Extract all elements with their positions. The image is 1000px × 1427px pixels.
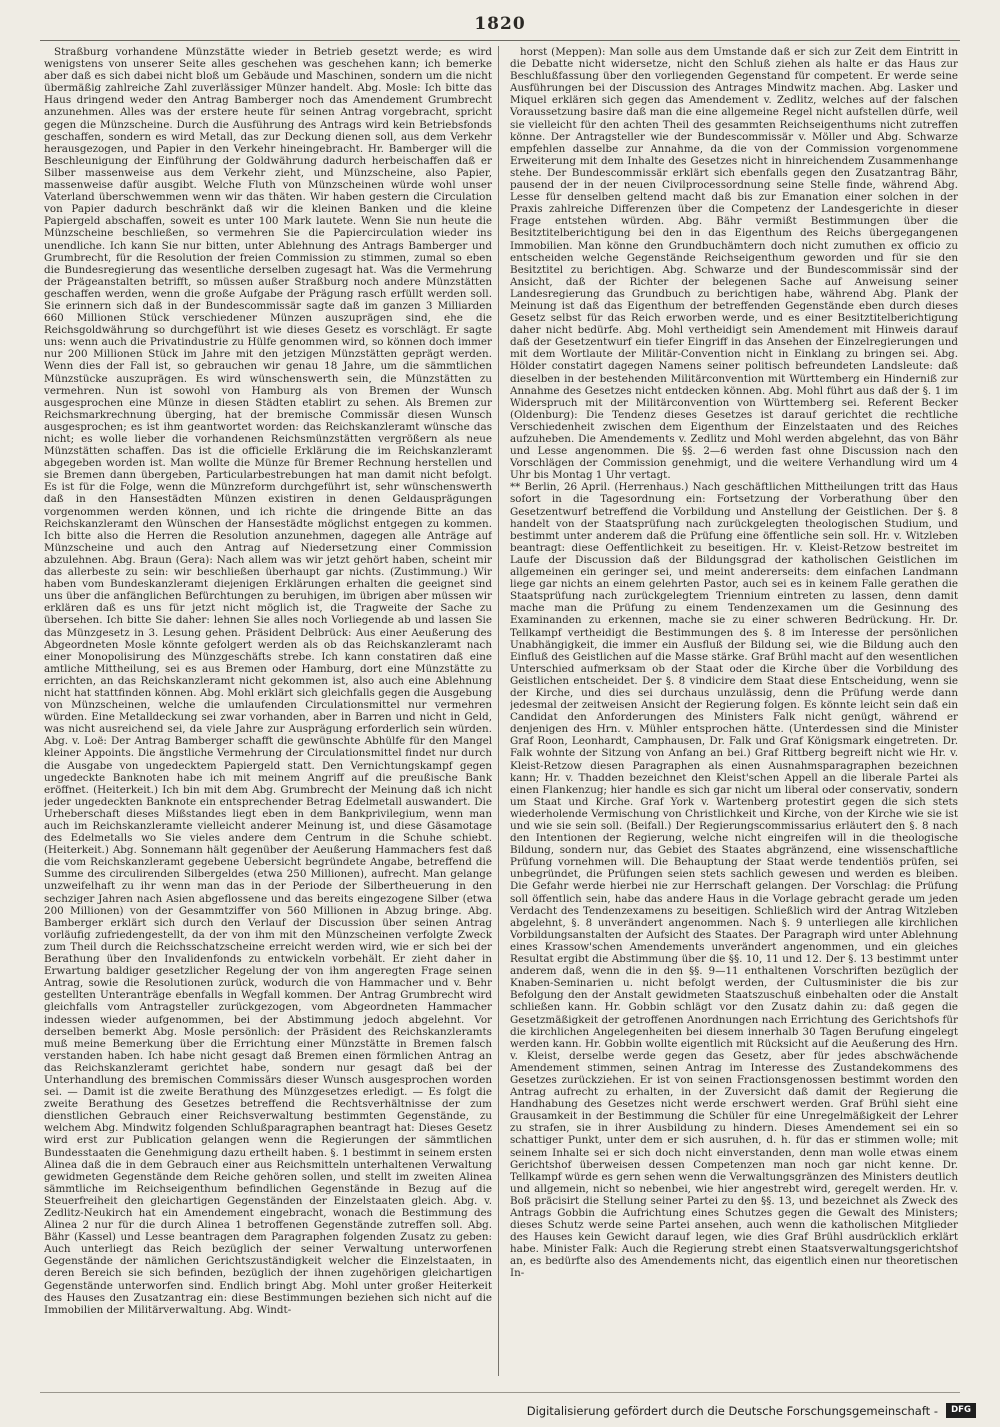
column-divider xyxy=(498,46,499,1376)
footer xyxy=(0,1392,1000,1427)
header-rule xyxy=(40,40,960,41)
footer-rule xyxy=(40,1392,960,1393)
column-right-text: horst (Meppen): Man solle aus dem Umstande daß er sich zur Zeit dem Eintritt in die Debatte nicht widersetze, nicht den Schluß ziehen als halte er das Haus zur Beschlußfassung über den vorliegenden Gegenstand für competent. Er werde seine Ausführungen bei der Discussion des Antrages Mindwitz machen. Abg. Lasker und Miquel erklären sich gegen das Amendement v. Zedlitz, welches auf der falschen Voraussetzung basire daß man die eine allgemeine Regel nicht aufstellen dürfe, weil sie vielleicht für den achten Theil des gesammten Reichseigenthums nicht zutreffen könne. Der Antragsteller wie der Bundescommissär v. Möller und Abg. Schwarze empfehlen dasselbe zur Annahme, da die von der Commission vorgenommene Erweiterung mit dem Inhalte des Gesetzes nicht in hinreichendem Zusammenhange stehe. Der Bundescommissär erklärt sich ebenfalls gegen den Zusatzantrag Bähr, pausend der in der neuen Civilprocessordnung seine Stelle finde, während Abg. Lesse für denselben geltend macht daß bis zur Emanation einer solchen in der Praxis zahlreiche Differenzen über die Competenz der Landesgerichte in dieser Frage entstehen würden. Abg. Bähr vermißt Bestimmungen über die Besitztitelberichtigung bei den in das Eigenthum des Reichs übergegangenen Immobilien. Man könne den Grundbuchämtern doch nicht zumuthen ex officio zu entscheiden welche Gegenstände Reichseigenthum geworden und für sie den Besitztitel zu berichtigen. Abg. Schwarze und der Bundescommissär sind der Ansicht, daß der Richter der belegenen Sache auf Anweisung seiner Landesregierung das Grundbuch zu berichtigen habe, während Abg. Plank der Meinung ist daß das Eigenthum der betreffenden Gegenstände eben durch dieses Gesetz selbst für das Reich erworben werde, und es einer Besitztitelberichtigung daher nicht bedürfe. Abg. Mohl vertheidigt sein Amendement mit Hinweis darauf daß der Gesetzentwurf ein tiefer Eingriff in das Ansehen der Einzelregierungen und mit dem Wortlaute der Militär-Convention nicht in Einklang zu bringen sei. Abg. Hölder constatirt dagegen Namens seiner politisch befreundeten Landsleute: daß dieselben in der bestehenden Militärconvention mit Württemberg ein Hinderniß zur Annahme des Gesetzes nicht entdecken können. Abg. Mohl führt aus daß der §. 1 im Widerspruch mit der Militärconvention von Württemberg sei. Referent Becker (Oldenburg): Die Tendenz dieses Gesetzes ist darauf gerichtet die rechtliche Verschiedenheit zwischen dem Eigenthum der Einzelstaaten und des Reiches aufzuheben. Die Amendements v. Zedlitz und Mohl werden abgelehnt, das von Bähr und Lesse angenommen. Die §§. 2—6 werden fast ohne Discussion nach den Vorschlägen der Commission genehmigt, und die weitere Verhandlung wird um 4 Uhr bis Montag 1 Uhr vertagt. ** Berlin, 26 April. (Herrenhaus.) Nach geschäftlichen Mittheilungen tritt das Haus sofort in die Tagesordnung ein: Fortsetzung der Vorberathung über den Gesetzentwurf betreffend die Vorbildung und Anstellung der Geistlichen. Der §. 8 handelt von der Staatsprüfung nach zurückgelegten theologischen Studium, und bestimmt unter anderem daß die Prüfung eine öffentliche sein soll. Hr. v. Witzleben beantragt: diese Oeffentlichkeit zu beseitigen. Hr. v. Kleist-Retzow bestreitet im Laufe der Discussion daß der Bildungsgrad der katholischen Geistlichen im allgemeinen ein geringer sei, und meint andererseits: dem einfachen Landmann liege gar nichts an einem gelehrten Pastor, auch sei es in keinem Falle gerathen die Staatsprüfung nach zurückgelegtem Triennium eintreten zu lassen, denn damit mache man die Prüfung zu einem Tendenzexamen um die Gesinnung des Examinanden zu erkennen, mache sie zu einer schweren Bedrückung. Hr. Dr. Tellkampf vertheidigt die Bestimmungen des §. 8 im Interesse der persönlichen Unabhängigkeit, die immer ein Ausfluß der Bildung sei, wie die Bildung auch den Einfluß des Geistlichen auf die Masse stärke. Graf Brühl macht auf den wesentlichen Unterschied aufmerksam ob der Staat oder die Kirche über die Vorbildung des Geistlichen entscheidet. Der §. 8 vindicire dem Staat diese Entscheidung, wenn sie der Kirche, und dies sei durchaus unzulässig, denn die Prüfung werde dann jedesmal der zeitweisen Ansicht der Regierung folgen. Es könnte leicht sein daß ein Candidat den Anforderungen des Ministers Falk nicht genügt, während er denjenigen des Hrn. v. Mühler entsprochen hätte. (Unterdessen sind die Minister Graf Roon, Leonhardt, Camphausen, Dr. Falk und Graf Königsmark eingetreten. Dr. Falk wohnte der Sitzung von Anfang an bei.) Graf Rittberg begreift nicht wie Hr. v. Kleist-Retzow diesen Paragraphen als einen Ausnahmsparagraphen bezeichnen kann; Hr. v. Thadden bezeichnet den Kleist'schen Appell an die liberale Partei als einen Flankenzug; hier handle es sich gar nicht um liberal oder conservativ, sondern um Staat und Kirche. Graf York v. Wartenberg protestirt gegen die sich stets wiederholende Vermischung von Christlichkeit und Kirche, von der Kirche wie sie ist und wie sie sein soll. (Beifall.) Der Regierungscommissarius erläutert den §. 8 nach den Intentionen der Regierung, welche nicht eingreifen will in die theologische Bildung, sondern nur, das Gebiet des Staates abgränzend, eine wissenschaftliche Prüfung vornehmen will. Die Behauptung der Staat werde tendentiös prüfen, sei unbegründet, die Prüfungen seien stets sachlich gewesen und werden es bleiben. Die Gefahr werde hierbei nie zur Herrschaft gelangen. Der Vorschlag: die Prüfung soll öffentlich sein, habe das andere Haus in die Vorlage gebracht gerade um jeden Verdacht des Tendenzexamens zu beseitigen. Schließlich wird der Antrag Witzleben abgelehnt, §. 8 unverändert angenommen. Nach §. 9 unterliegen alle kirchlichen Vorbildungsanstalten der Aufsicht des Staates. Der Paragraph wird unter Ablehnung eines Krassow'schen Amendements unverändert angenommen, und ein gleiches Resultat ergibt die Abstimmung über die §§. 10, 11 und 12. Der §. 13 bestimmt unter anderem daß, wenn die in den §§. 9—11 enthaltenen Vorschriften bezüglich der Knaben-Seminarien u. nicht befolgt werden, der Cultusminister die bis zur Befolgung den der Anstalt gewidmeten Staatszuschuß einbehalten oder die Anstalt schließen kann. Hr. Gobbin schlägt vor den Zusatz dahin zu: daß gegen die Gesetzmäßigkeit der getroffenen Anordnungen nach Errichtung des Gerichtshofs für die kirchlichen Angelegenheiten bei diesem innerhalb 30 Tagen Berufung eingelegt werden kann. Hr. Gobbin wollte eigentlich mit Rücksicht auf die Aeußerung des Hrn. v. Kleist, derselbe werde gegen das Gesetz, aber für jedes abschwächende Amendement stimmen, seinen Antrag im Interesse des Zustandekommens des Gesetzes zurückziehen. Er ist von seinen Fractionsgenossen bestimmt worden den Antrag aufrecht zu erhalten, in der Zuversicht daß damit der Regierung die Handhabung des Gesetzes nicht werde erschwert werden. Graf Brühl sieht eine Grausamkeit in der Bestimmung die Schüler für eine Unregelmäßigkeit der Lehrer zu strafen, sie in ihrer Ausbildung zu hindern. Dieses Amendement sei ein so schattiger Punkt, unter dem er sich ausruhen, d. h. für das er stimmen wolle; mit seinem Inhalte sei er sich doch nicht einverstanden, denn man wolle etwas einem Gerichtshof überweisen dessen Competenzen man noch gar nicht kenne. Dr. Tellkampf würde es gern sehen wenn die Verwaltungsgränzen des Ministers deutlich und allgemein, nicht so nebenbei, wie hier angestrebt wird, geregelt werden. Hr. v. Boß präcisirt die Stellung seiner Partei zu den §§. 13, und bezeichnet als Zweck des Antrags Gobbin die Aufrichtung eines Schutzes gegen die Gewalt des Ministers; dieses Schutz werde seine Partei ansehen, auch wenn die katholischen Mitglieder des Hauses kein Gewicht darauf legen, wie dies Graf Brühl ausdrücklich erklärt habe. Minister Falk: Auch die Regierung strebt einen Staatsverwaltungsgerichtshof an, es bedürfte also des Amendements nicht, das eigentlich einen nur theoretischen In- xyxy=(510,46,958,1280)
funding-note: Digitalisierung gefördert durch die Deutsche Forschungsgemeinschaft - xyxy=(526,1404,938,1418)
dfg-logo-icon: DFG xyxy=(946,1403,976,1418)
column-left-text: Straßburg vorhandene Münzstätte wieder in Betrieb gesetzt werde; es wird wenigstens von unserer Seite alles geschehen was geschehen kann; ich bemerke aber daß es sich dabei nicht bloß um Gebäude und Maschinen, sondern um die nicht übermäßig zahlreiche Zahl zuverlässiger Münzer handelt. Abg. Mosle: Ich bitte das Haus dringend weder den Antrag Bamberger noch das Amendement Grumbrecht anzunehmen. Alles was der erstere heute für seinen Antrag vorgebracht, spricht gegen die Münzscheine. Durch die Ausführung des Antrags wird kein Betriebsfonds geschaffen, sondern es wird Metall, das zur Deckung dienen soll, aus dem Verkehr herausgezogen, und Papier in den Verkehr hineingebracht. Hr. Bamberger will die Beschleunigung der Einführung der Goldwährung dadurch herbeischaffen daß er Silber massenweise aus dem Verkehr zieht, und Münzscheine, also Papier, massenweise dafür ausgibt. Welche Fluth von Münzscheinen würde wohl unser Vaterland überschwemmen wenn wir das thäten. Wir haben gestern die Circulation von Papier dadurch beschränkt daß wir die kleinen Banken und die kleine Papiergeld abschaffen, soweit es unter 100 Mark lautete. Wenn Sie nun heute die Münzscheine beschließen, so vermehren Sie die Papiercirculation wieder ins unendliche. Ich kann Sie nur bitten, unter Ablehnung des Antrags Bamberger und Grumbrecht, für die Resolution der freien Commission zu stimmen, zumal so eben die Bundesregierung das wesentliche derselben zugesagt hat. Was die Vermehrung der Prägeanstalten betrifft, so müssen außer Straßburg noch andere Münzstätten geschaffen werden, wenn die große Aufgabe der Prägung rasch erfüllt werden soll. Sie erinnern sich daß in der Bundescommissär sagte daß im ganzen 3 Milliarden 660 Millionen Stück verschiedener Münzen auszuprägen sind, ehe die Reichsgoldwährung so durchgeführt ist wie dieses Gesetz es vorschlägt. Er sagte uns: wenn auch die Privatindustrie zu Hülfe genommen wird, so können doch immer nur 200 Millionen Stück im Jahre mit den jetzigen Münzstätten geprägt werden. Wenn dies der Fall ist, so gebrauchen wir genau 18 Jahre, um die sämmtlichen Münzstücke auszuprägen. Es wird wünschenswerth sein, die Münzstätten zu vermehren. Nun ist sowohl von Hamburg als von Bremen der Wunsch ausgesprochen eine Münze in diesen Städten etablirt zu sehen. Als Bremen zur Reichsmarkrechnung überging, hat der bremische Commissär diesen Wunsch ausgesprochen; es ist ihm geantwortet worden: das Reichskanzleramt wünsche das nicht; es wolle lieber die vorhandenen Reichsmünzstätten vergrößern als neue Münzstätten schaffen. Das ist die officielle Erklärung die im Reichskanzleramt abgegeben worden ist. Man wollte die Münze für Bremer Rechnung herstellen und sie Bremen dann übergeben, Particularbestrebungen hat man damit nicht befolgt. Es ist für die Folge, wenn die Münzreform durchgeführt ist, sehr wünschenswerth daß in den Hansestädten Münzen existiren in denen Geldausprägungen vorgenommen werden können, und ich richte die dringende Bitte an das Reichskanzleramt den Wünschen der Hansestädte möglichst entgegen zu kommen. Ich bitte also die Herren die Resolution anzunehmen, dagegen alle Anträge auf Münzscheine und auch den Antrag auf Niedersetzung einer Commission abzulehnen. Abg. Braun (Gera): Nach allem was wir jetzt gehört haben, scheint mir das allerbeste zu sein: wir beschließen überhaupt gar nichts. (Zustimmung.) Wir haben vom Bundeskanzleramt diejenigen Erklärungen erhalten die geeignet sind uns über die anfänglichen Befürchtungen zu beruhigen, im übrigen aber müssen wir erklären daß es uns für jetzt nicht möglich ist, die Tragweite der Sache zu übersehen. Ich bitte Sie daher: lehnen Sie alles noch Vorliegende ab und lassen Sie das Münzgesetz in 3. Lesung gehen. Präsident Delbrück: Aus einer Aeußerung des Abgeordneten Mosle könnte gefolgert werden als ob das Reichskanzleramt nach einer Monopolisirung des Münzgeschäfts strebe. Ich kann constatiren daß eine amtliche Mittheilung, sei es aus Bremen oder Hamburg, dort eine Münzstätte zu errichten, an das Reichskanzleramt nicht gekommen ist, also auch eine Ablehnung nicht hat stattfinden können. Abg. Mohl erklärt sich gleichfalls gegen die Ausgebung von Münzscheinen, welche die umlaufenden Circulationsmittel nur vermehren würden. Eine Metalldeckung sei zwar vorhanden, aber in Barren und nicht in Geld, was nicht ausreichend sei, da viele Jahre zur Ausprägung erforderlich sein würden. Abg. v. Loë: Der Antrag Bamberger schafft die gewünschte Abhülfe für den Mangel kleiner Appoints. Die ängstliche Vermehrung der Circulationsmittel findet nur durch die Ausgabe von ungedecktem Papiergeld statt. Den Vernichtungskampf gegen ungedeckte Banknoten habe ich mit meinem Angriff auf die preußische Bank eröffnet. (Heiterkeit.) Ich bin mit dem Abg. Grumbrecht der Meinung daß ich nicht jeder ungedeckten Banknote ein entsprechender Betrag Edelmetall auswandert. Die Urheberschaft dieses Mißstandes liegt eben in dem Bankprivilegium, wenn man auch im Reichskanzleramte vielleicht anderer Meinung ist, und diese Gäsamotage des Edelmetalls wo Sie vieles andere dem Centrum in die Schuhe schiebt. (Heiterkeit.) Abg. Sonnemann hält gegenüber der Aeußerung Hammachers fest daß die vom Reichskanzleramt gegebene Uebersicht begründete Angabe, betreffend die Summe des circulirenden Silbergeldes (etwa 250 Millionen), aufrecht. Man gelange unzweifelhaft zu ihr wenn man das in der Periode der Silbertheuerung in den sechziger Jahren nach Asien abgeflossene und das bereits eingezogene Silber (etwa 200 Millionen) von der Gesammtziffer von 560 Millionen in Abzug bringe. Abg. Bamberger erklärt sich durch den Verlauf der Discussion über seinen Antrag vorläufig zufriedengestellt, da der von ihm mit den Münzscheinen verfolgte Zweck zum Theil durch die Reichsschatzscheine erreicht werden wird, wie er sich bei der Berathung über den Invalidenfonds zu entwickeln vorbehält. Er zieht daher in Erwartung baldiger gesetzlicher Regelung der von ihm angeregten Frage seinen Antrag, sowie die Resolutionen zurück, wodurch die von Hammacher und v. Behr gestellten Unteranträge ebenfalls in Wegfall kommen. Der Antrag Grumbrecht wird gleichfalls vom Antragsteller zurückgezogen, vom Abgeordneten Hammacher indessen wieder aufgenommen, bei der Abstimmung jedoch abgelehnt. Vor derselben bemerkt Abg. Mosle persönlich: der Präsident des Reichskanzleramts muß meine Bemerkung über die Errichtung einer Münzstätte in Bremen falsch verstanden haben. Ich habe nicht gesagt daß Bremen einen förmlichen Antrag an das Reichskanzleramt gerichtet habe, sondern nur gesagt daß bei der Unterhandlung des bremischen Commissärs dieser Wunsch ausgesprochen worden sei. — Damit ist die zweite Berathung des Münzgesetzes erledigt. — Es folgt die zweite Berathung des Gesetzes betreffend die Rechtsverhältnisse der zum dienstlichen Gebrauch einer Reichsverwaltung bestimmten Gegenstände, zu welchem Abg. Mindwitz folgenden Schlußparagraphen beantragt hat: Dieses Gesetz wird erst zur Publication gelangen wenn die Regierungen der sämmtlichen Bundesstaaten die Genehmigung dazu ertheilt haben. §. 1 bestimmt in seinem ersten Alinea daß die in dem Gebrauch einer aus Reichsmitteln unterhaltenen Verwaltung gewidmeten Gegenstände dem Reiche gehören sollen, und stellt im zweiten Alinea sämmtliche im Reichseigenthum befindlichen Gegenstände in Bezug auf die Steuerfreiheit den gleichartigen Gegenständen der Einzelstaaten gleich. Abg. v. Zedlitz-Neukirch hat ein Amendement eingebracht, wonach die Bestimmung des Alinea 2 nur für die durch Alinea 1 betroffenen Gegenstände zutreffen soll. Abg. Bähr (Kassel) und Lesse beantragen dem Paragraphen folgenden Zusatz zu geben: Auch unterliegt das Reich bezüglich der seiner Verwaltung unterworfenen Gegenstände der nämlichen Gerichtszuständigkeit welcher die Einzelstaaten, in deren Bereich sie sich befinden, bezüglich der ihnen zugehörigen gleichartigen Gegenstände unterworfen sind. Endlich bringt Abg. Mohl unter großer Heiterkeit des Hauses den Zusatzantrag ein: diese Bestimmungen beziehen sich nicht auf die Immobilien der Militärverwaltung. Abg. Windt- xyxy=(44,46,492,1316)
text-column-right xyxy=(510,46,958,1376)
page-number: 1820 xyxy=(474,14,526,34)
text-column-left xyxy=(44,46,492,1376)
